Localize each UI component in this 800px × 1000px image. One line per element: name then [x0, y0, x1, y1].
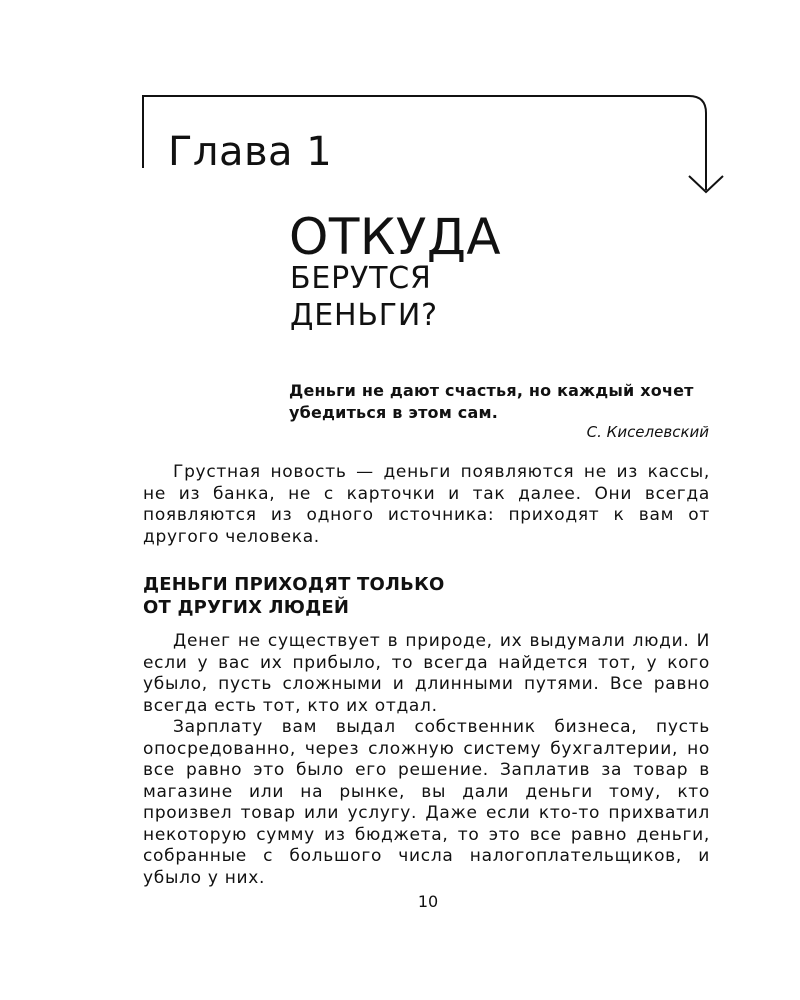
intro-paragraph: Грустная новость — деньги появляются не из кассы, не из банка, не с карточки и так далее. Они всегда появляются из одного источника: приходят к вам от другого человека. — [143, 462, 710, 547]
section-heading-line-1: ДЕНЬГИ ПРИХОДЯТ ТОЛЬКО — [143, 574, 445, 595]
section-heading-line-2: ОТ ДРУГИХ ЛЮДЕЙ — [143, 597, 350, 618]
chapter-label: Глава 1 — [168, 129, 333, 175]
chapter-title-line-3: ДЕНЬГИ? — [290, 298, 438, 333]
epigraph-author: С. Киселевский — [586, 423, 709, 441]
epigraph — [289, 380, 719, 424]
intro-text — [143, 462, 710, 548]
chapter-title-line-2: БЕРУТСЯ — [290, 261, 432, 296]
epigraph-line-1: Деньги не дают счастья, но каждый хочет — [289, 381, 694, 400]
section-heading — [143, 573, 445, 619]
page-number: 10 — [417, 892, 439, 911]
epigraph-line-2: убедиться в этом сам. — [289, 403, 499, 422]
section-paragraph-1: Денег не существует в природе, их выдумали люди. И если у вас их прибыло, то всегда найдется тот, у кого убыло, пусть сложными и длинными путями. Все равно всегда есть тот, кто их отдал. — [143, 631, 710, 716]
section-text — [143, 631, 710, 889]
section-paragraph-2: Зарплату вам выдал собственник бизнеса, пусть опосредованно, через сложную систему бухгалтерии, но все равно это было его решение. Заплатив за товар в магазине или на рынке, вы дали деньги тому, кто произвел товар или услугу. Даже если кто-то прихватил некоторую сумму из бюджета, то это все равно деньги, собранные с большого числа налогоплательщиков, и убыло у них. — [143, 717, 710, 888]
chapter-title-main: ОТКУДА — [289, 208, 502, 266]
